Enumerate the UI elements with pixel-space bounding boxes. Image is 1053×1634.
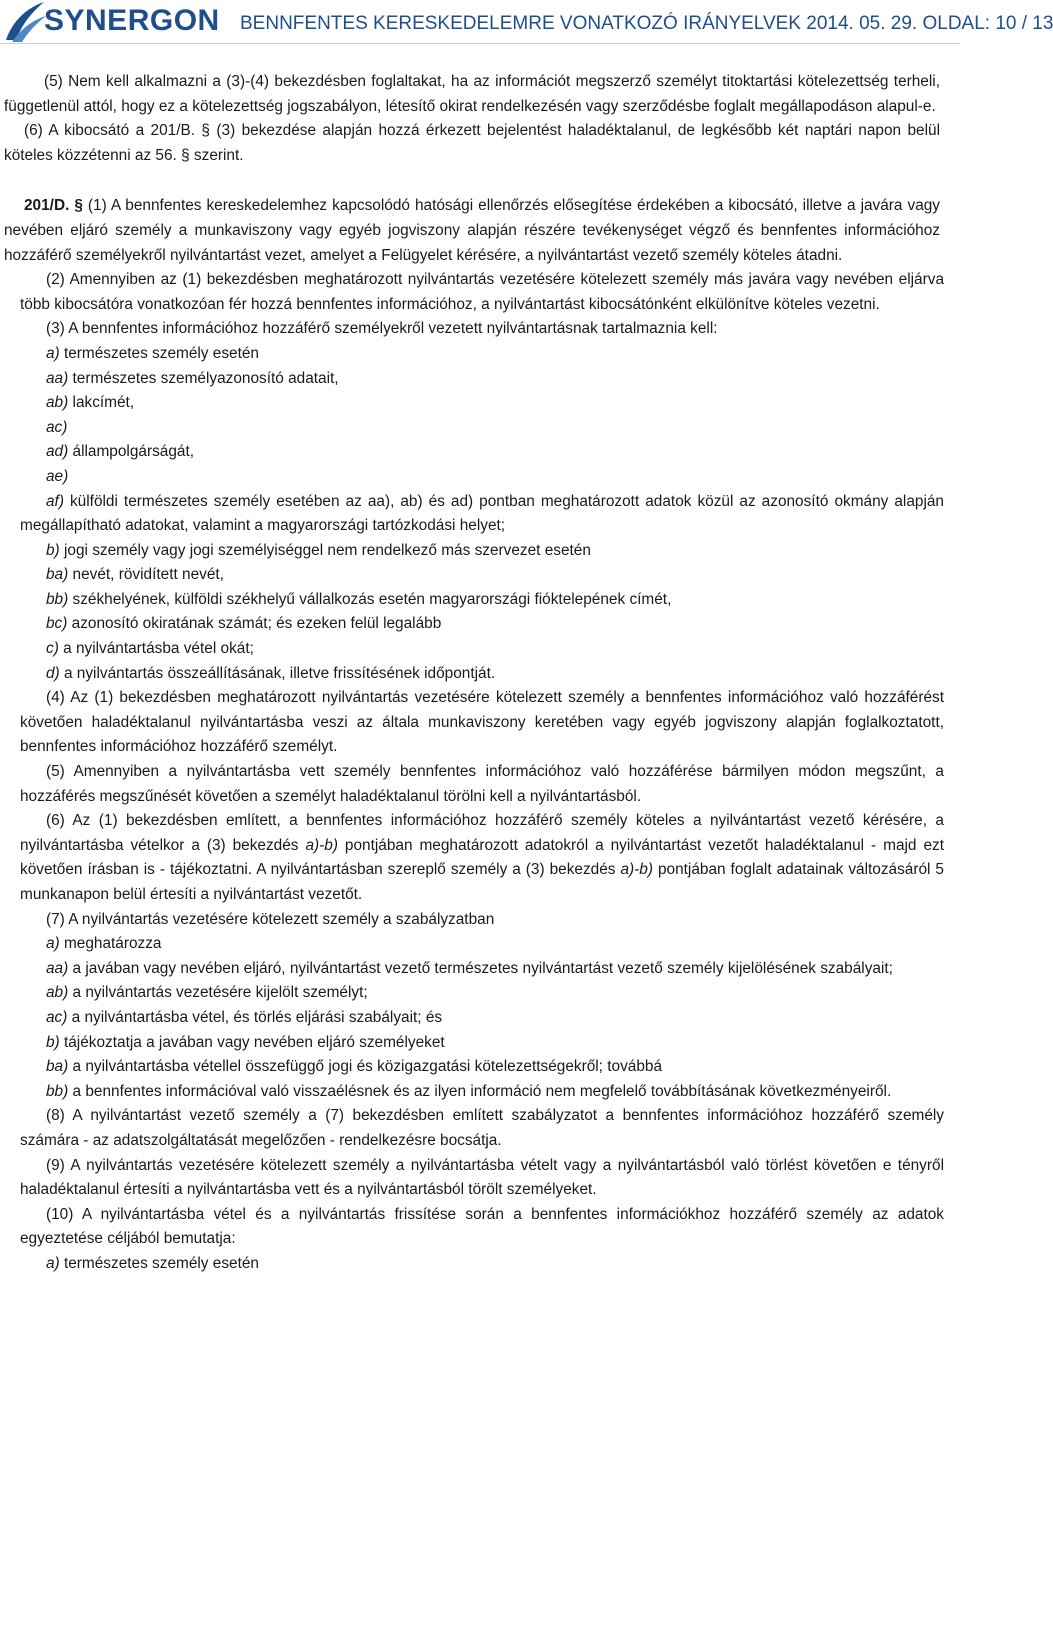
list-text: a bennfentes információval való visszaélésnek és az ilyen információ nem megfelelő továbbításának következményeiről. <box>68 1082 892 1100</box>
list-mark: ab) <box>46 984 69 1002</box>
list-item <box>20 539 944 564</box>
list-mark: bc) <box>46 615 68 633</box>
list-item <box>20 367 944 392</box>
list-item <box>20 1006 944 1031</box>
paragraph-201d-10: (10) A nyilvántartásba vétel és a nyilvántartás frissítése során a bennfentes információkhoz hozzáférő személy az adatok egyeztetése céljából bemutatja: <box>20 1205 944 1248</box>
list-item <box>20 465 944 490</box>
list-text: a nyilvántartás vezetésére kijelölt személyt; <box>68 984 368 1002</box>
list-text: a nyilvántartásba vétel okát; <box>58 640 254 658</box>
list-item-aa <box>20 957 944 982</box>
list-text: természetes személyazonosító adatait, <box>68 369 339 387</box>
list-text: székhelyének, külföldi székhelyű vállalkozás esetén magyarországi fióktelepének címét, <box>68 590 672 608</box>
list-text: lakcímét, <box>68 394 135 412</box>
list-item <box>20 416 944 441</box>
list-mark: ac) <box>46 1008 68 1026</box>
document-header-title: BENNFENTES KERESKEDELEMRE VONATKOZÓ IRÁNYELVEK 2014. 05. 29. OLDAL: 10 / 13 <box>240 13 1053 34</box>
list-item <box>20 1031 944 1056</box>
list-text: jogi személy vagy jogi személyiséggel nem rendelkező más szervezet esetén <box>59 541 591 559</box>
paragraph-6-prev-section: (6) A kibocsátó a 201/B. § (3) bekezdése alapján hozzá érkezett bejelentést haladéktalanul, de legkésőbb két naptári napon belül köteles közzétenni az 56. § szerint. <box>4 122 940 164</box>
list-item <box>20 588 944 613</box>
list-item-af <box>20 490 944 539</box>
paragraph-201d-2: (2) Amennyiben az (1) bekezdésben meghatározott nyilvántartás vezetésére kötelezett személy más javára vagy nevében eljárva több kibocsátóra vonatkozóan fér hozzá bennfentes információhoz, a nyilvántartást kibocsátónként elkülönítve köteles vezetni. <box>20 271 944 313</box>
list-text: azonosító okiratának számát; és ezeken felül legalább <box>67 615 442 633</box>
list-mark: ac) <box>46 418 68 436</box>
list-text: természetes személy esetén <box>59 1254 259 1272</box>
list-text: meghatározza <box>59 935 162 953</box>
list-text: állampolgárságát, <box>68 443 195 461</box>
list-text: külföldi természetes személy esetében az aa), ab) és ad) pontban meghatározott adatok közül az azonosító okmány alapján megállapítható adatokat, valamint a magyarországi tartózkodási helyet; <box>20 492 944 535</box>
list-mark: a) <box>46 1254 60 1272</box>
paragraph-201d-1-text: (1) A bennfentes kereskedelemhez kapcsolódó hatósági ellenőrzés elősegítése érdekében a kibocsátó, illetve a javára vagy nevében eljáró személy a munkaviszony vagy egyéb jogviszony alapján részére tevékenységet végző és bennfentes információhoz hozzáférő személyekről nyilvántartást vezet, amelyet a Felügyelet kérésére, a nyilvántartást vezető személy köteles átadni. <box>4 197 941 264</box>
list-text: a nyilvántartásba vétellel összefüggő jogi és közigazgatási kötelezettségekről; továbbá <box>68 1058 662 1076</box>
list-text: természetes személy esetén <box>59 344 259 362</box>
list-text: tájékoztatja a javában vagy nevében eljáró személyeket <box>59 1033 445 1051</box>
paragraph-5-prev-section: (5) Nem kell alkalmazni a (3)-(4) bekezdésben foglaltakat, ha az információt megszerző személyt titoktartási kötelezettség terheli, függetlenül attól, hogy ez a kötelezettség jogszabályon, létesítő okirat rendelkezésén vagy szerződésbe foglalt megállapodáson alapul-e. <box>4 73 940 115</box>
paragraph-201d-4: (4) Az (1) bekezdésben meghatározott nyilvántartás vezetésére kötelezett személy a bennfentes információhoz való hozzáférést követően haladéktalanul nyilvántartásba veszi az általa munkaviszony keretében vagy egyéb jogviszony alapján foglalkoztatott, bennfentes információhoz hozzáférő személyt. <box>20 689 944 756</box>
list-item <box>20 563 944 588</box>
list-mark: af) <box>46 492 64 510</box>
list-item <box>20 932 944 957</box>
list-item-bb <box>20 1080 944 1105</box>
list-item <box>20 342 944 367</box>
paragraph-201d-5: (5) Amennyiben a nyilvántartásba vett személy bennfentes információhoz való hozzáférése bármilyen módon megszűnt, a hozzáférés megszűnését követően a személyt haladéktalanul törölni kell a nyilvántartásból. <box>20 763 944 805</box>
list-mark: d) <box>46 664 60 682</box>
list-item <box>20 662 944 687</box>
paragraph-201d-9: (9) A nyilvántartás vezetésére kötelezett személy a nyilvántartásba vételt vagy a nyilvántartásból való törlést követően e tényről haladéktalanul értesíti a nyilvántartásba vett és a nyilvántartásból törölt személyeket. <box>20 1156 944 1199</box>
list-mark: c) <box>46 640 59 658</box>
list-text: a nyilvántartásba vétel, és törlés eljárási szabályait; és <box>67 1008 443 1026</box>
document-body <box>4 70 944 1277</box>
list-mark: bb) <box>46 1082 69 1100</box>
list-item <box>20 637 944 662</box>
list-mark: b) <box>46 1033 60 1051</box>
paragraph-ref: a)-b) <box>305 836 338 854</box>
paragraph-text: pontjában meghatározott adatokról a nyilvántartást vezetőt haladéktalanul - majd ezt követően írásban is - tájékoztatni. A nyilvántartásban szereplő személy a (3) bekezdés <box>20 836 944 879</box>
list-item <box>20 612 944 637</box>
paragraph-text: (6) Az (1) bekezdésben említett, a bennfentes információhoz hozzáférő személy köteles a nyilvántartást vezető kérésére, a nyilvántartásba vételkor a (3) bekezdés <box>20 812 944 854</box>
list-item <box>20 440 944 465</box>
list-mark: aa) <box>46 369 69 387</box>
synergon-swoosh-icon <box>2 0 48 44</box>
page-header <box>0 0 1053 44</box>
paragraph-ref: a)-b) <box>620 861 653 879</box>
paragraph-201d-3: (3) A bennfentes információhoz hozzáférő személyekről vezetett nyilvántartásnak tartalmaznia kell: <box>46 320 718 338</box>
list-mark: aa) <box>46 959 69 977</box>
list-mark: ab) <box>46 394 69 412</box>
paragraph-201d-8: (8) A nyilvántartást vezető személy a (7) bekezdésben említett szabályzatot a bennfentes információhoz hozzáférő személy számára - az adatszolgáltatását megelőzően - rendelkezésre bocsátja. <box>20 1107 944 1149</box>
list-item <box>20 1055 944 1080</box>
list-mark: ae) <box>46 467 69 485</box>
list-text: a nyilvántartás összeállításának, illetve frissítésének időpontját. <box>59 664 496 682</box>
list-mark: b) <box>46 541 60 559</box>
list-mark: ba) <box>46 1058 69 1076</box>
list-mark: ad) <box>46 443 69 461</box>
section-201d <box>4 194 940 268</box>
section-201d-body <box>20 268 944 1276</box>
list-item <box>20 981 944 1006</box>
section-number: 201/D. § <box>24 197 83 215</box>
list-mark: a) <box>46 344 60 362</box>
paragraph-201d-1 <box>4 194 940 268</box>
company-logo-text: SYNERGON <box>44 4 220 37</box>
list-mark: ba) <box>46 566 69 584</box>
paragraph-201d-3-list-b <box>20 539 944 687</box>
list-item <box>20 391 944 416</box>
list-mark: bb) <box>46 590 69 608</box>
list-item <box>20 1252 944 1277</box>
list-text: a javában vagy nevében eljáró, nyilvántartást vezető természetes nyilvántartást vezető személy kijelölésének szabályait; <box>68 959 893 977</box>
paragraph-201d-6 <box>20 809 944 907</box>
list-mark: a) <box>46 935 60 953</box>
paragraph-201d-7: (7) A nyilvántartás vezetésére kötelezett személy a szabályzatban <box>46 910 495 928</box>
list-text: nevét, rövidített nevét, <box>68 566 224 584</box>
paragraph-201d-3-list-a <box>20 342 944 490</box>
paragraph-text: pontjában foglalt adatainak változásáról 5 munkanapon belül értesíti a nyilvántartást vezetőt. <box>20 861 944 903</box>
